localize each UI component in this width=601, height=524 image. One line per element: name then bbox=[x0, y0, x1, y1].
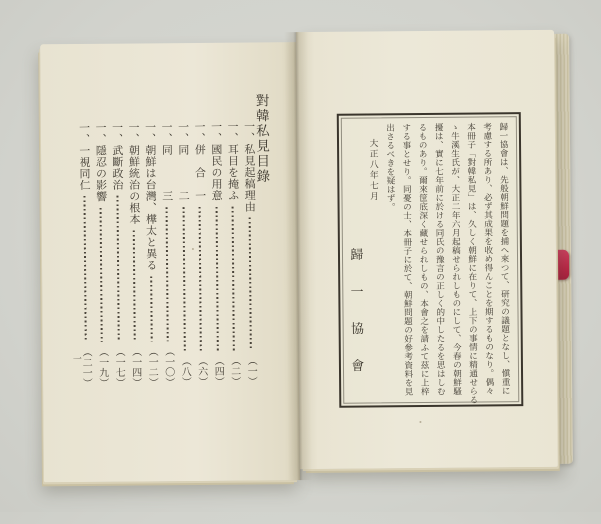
toc-entry-label: 一、朝鮮統治の根本 bbox=[127, 121, 140, 226]
toc-entry-label: 一、私見起稿理由 bbox=[242, 120, 256, 213]
toc-dotted-leader bbox=[183, 207, 186, 352]
toc-dotted-leader bbox=[133, 230, 136, 341]
preface-line: 本冊子「對韓私見」は、久しく朝鮮に在りて、上下の事情に精通せらる bbox=[466, 122, 479, 405]
toc-entry-page-number: （二一） bbox=[80, 346, 92, 388]
preface-box bbox=[337, 112, 524, 408]
toc-entry bbox=[125, 121, 144, 387]
dust-speck bbox=[192, 248, 194, 250]
preface-text bbox=[348, 122, 512, 405]
toc-title: 對韓私見目錄 bbox=[253, 93, 270, 185]
toc-entry bbox=[174, 121, 193, 387]
toc-entry-page-number: （四） bbox=[212, 355, 224, 387]
toc-dotted-leader bbox=[249, 218, 252, 351]
open-book bbox=[38, 28, 580, 485]
toc-dotted-leader bbox=[199, 206, 202, 351]
toc-entry-label: 一、朝鮮は台灣、樺太と異る bbox=[143, 121, 157, 271]
preface-line: ゝ牛溪生氏が、大正二年六月起稿せられしものにして、今春の朝鮮騷 bbox=[450, 122, 463, 396]
toc-entry-page-number: （一二） bbox=[146, 346, 158, 388]
toc-entry-page-number: （一四） bbox=[129, 346, 141, 388]
toc-entry-label: 一、同 三 bbox=[160, 121, 173, 202]
toc-dotted-leader bbox=[166, 207, 169, 341]
right-page bbox=[296, 30, 558, 469]
preface-line: 擾は、實に七年前に於ける同氏の豫言の正しく的中したるを思はしむ bbox=[434, 122, 447, 396]
toc-dotted-leader bbox=[116, 196, 119, 342]
toc-entry-page-number: （八） bbox=[179, 356, 191, 388]
toc-dotted-leader bbox=[232, 206, 235, 351]
toc-entry-page-number: （一） bbox=[245, 355, 257, 387]
toc-entry bbox=[75, 122, 94, 388]
preface-line: るものあり。爾來筐底深く藏せられしもの、本會之を請ふて茲に上梓 bbox=[417, 122, 431, 396]
toc-entry-page-number: （一〇） bbox=[162, 345, 174, 388]
toc-entry bbox=[92, 122, 111, 388]
preface-line: 考慮する所あり、必ず其成果を收め得んことを期するものなり。偶々 bbox=[482, 122, 496, 396]
toc-entry bbox=[141, 121, 160, 387]
toc-entry-page-number: （六） bbox=[195, 355, 207, 387]
toc-dotted-leader bbox=[83, 196, 86, 342]
left-page bbox=[40, 42, 300, 482]
toc-entry-page-number: （一七） bbox=[113, 346, 125, 388]
toc-dotted-leader bbox=[100, 207, 103, 341]
toc-entry bbox=[240, 120, 259, 386]
preface-signature: 歸一協會 bbox=[348, 247, 365, 396]
toc-entry-label: 一、一視同仁 bbox=[77, 121, 91, 192]
preface-date: 大正八年七月 bbox=[368, 138, 380, 203]
toc-list bbox=[75, 120, 259, 388]
toc-entry-label: 一、隱忍の影響 bbox=[94, 121, 107, 203]
toc-entry-label: 一、國民の用意 bbox=[209, 120, 223, 202]
folio-page-number: 一 bbox=[71, 353, 82, 364]
dust-speck bbox=[419, 421, 421, 423]
toc-entry bbox=[224, 121, 243, 387]
toc-entry bbox=[207, 121, 226, 387]
preface-line: する事とせり。同憂の士、本冊子に於て、朝鮮問題の好參考資料を見 bbox=[401, 123, 415, 396]
toc-entry-page-number: （二） bbox=[228, 355, 240, 387]
ribbon-bookmark bbox=[555, 250, 569, 280]
toc-entry-page-number: （一九） bbox=[96, 346, 108, 388]
toc-entry-label: 一、武斷政治 bbox=[110, 121, 124, 191]
toc-entry-label: 一、同 二 bbox=[176, 121, 190, 202]
toc-entry bbox=[158, 121, 177, 387]
preface-line: 出さるべきを疑はず。 bbox=[385, 123, 397, 212]
toc-dotted-leader bbox=[150, 276, 152, 341]
toc-entry bbox=[191, 121, 210, 387]
toc-entry bbox=[108, 122, 127, 388]
toc-dotted-leader bbox=[216, 206, 219, 351]
toc-entry-label: 一、耳目を掩ふ bbox=[226, 120, 239, 202]
toc-entry-label: 一、併 合 一 bbox=[193, 120, 206, 202]
preface-line: 歸一協會は、先般朝鮮問題を捕へ來つて、研究の議題となし、愼重に bbox=[498, 122, 512, 396]
